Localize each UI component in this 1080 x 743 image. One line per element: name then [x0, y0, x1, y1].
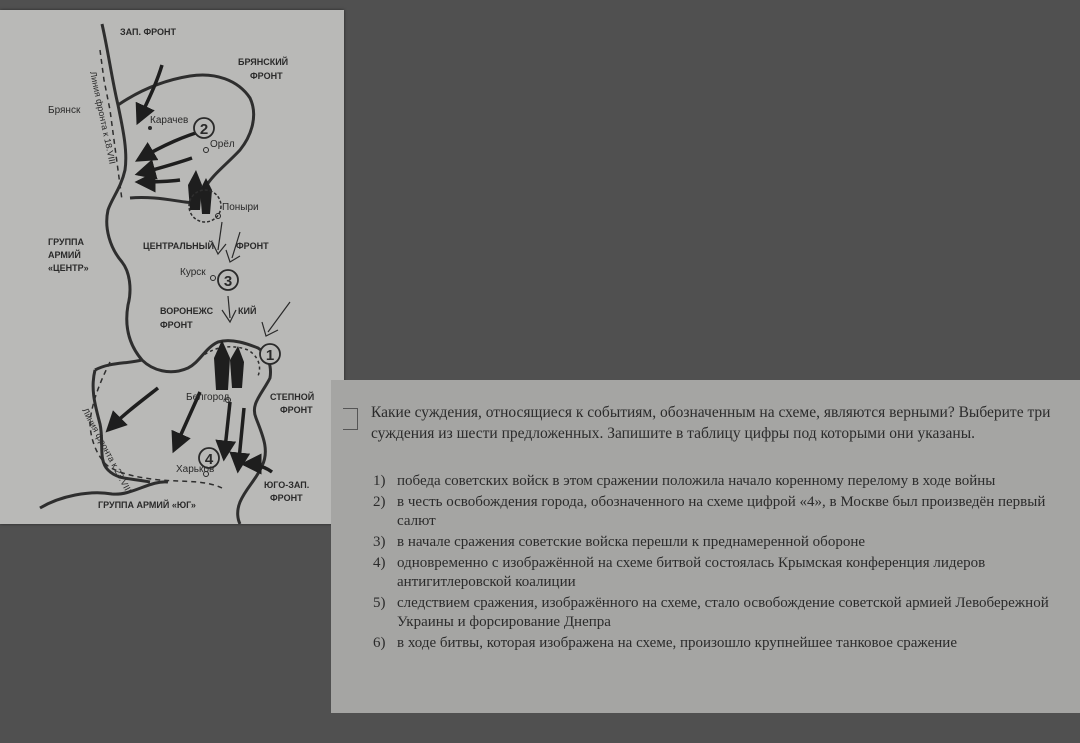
marker-3 [218, 270, 238, 290]
label-kharkov: Харьков [176, 464, 215, 475]
label-kursk: Курск [180, 267, 206, 278]
option-item: 6) в ходе битвы, которая изображена на схеме, произошло крупнейшее танковое сражение [373, 635, 957, 651]
svg-text:4: 4 [204, 451, 214, 468]
label-orel: Орёл [210, 139, 235, 150]
option-item: 4) одновременно с изображённой на схеме битвой состоялась Крымская конференция лидеров антигитлеровской коалиции [373, 555, 986, 590]
svg-text:КИЙ: КИЙ [238, 306, 257, 316]
option-item: 3) в начале сражения советские войска перешли к преднамеренной обороне [373, 534, 866, 550]
label-west-front: ЗАП. ФРОНТ [120, 27, 177, 37]
label-bryansk: Брянск [48, 105, 81, 116]
option-item: 2) в честь освобождения города, обозначенного на схеме цифрой «4», в Москве был произведён первый салют [373, 494, 1046, 529]
label-front-line-north: Линия фронта к 18.VIII [88, 70, 118, 166]
label-steppe-front: СТЕПНОЙ [270, 392, 315, 402]
svg-text:3: 3 [223, 273, 233, 290]
label-ponyri: Поныри [222, 202, 259, 213]
label-front-line-south: Линия фронта к 23.VIII [80, 406, 134, 495]
label-voronezh-front: ВОРОНЕЖС [160, 306, 214, 316]
svg-text:ФРОНТ: ФРОНТ [250, 71, 283, 81]
question-text: Какие суждения, относящиеся к событиям, обозначенным на схеме, являются верными? Выберите три суждения из шести предложенных. Запишите в таблицу цифры под которыми они указаны. [371, 404, 1051, 442]
svg-text:ФРОНТ: ФРОНТ [160, 320, 193, 330]
label-bryansk-front: БРЯНСКИЙ [238, 57, 289, 67]
svg-text:«ЦЕНТР»: «ЦЕНТР» [48, 263, 89, 273]
task-number-box [343, 408, 358, 430]
svg-text:ФРОНТ: ФРОНТ [236, 241, 269, 251]
battle-map [0, 10, 344, 524]
label-karachev: Карачев [150, 115, 189, 126]
label-army-south: ГРУППА АРМИЙ «ЮГ» [98, 500, 196, 510]
question-page [331, 380, 1080, 713]
label-belgorod: Белгород [186, 392, 230, 403]
svg-text:АРМИЙ: АРМИЙ [48, 250, 81, 260]
svg-text:ФРОНТ: ФРОНТ [270, 493, 303, 503]
svg-text:ФРОНТ: ФРОНТ [280, 405, 313, 415]
answer-options [373, 472, 1073, 655]
marker-1 [260, 344, 280, 364]
map-drawing [0, 10, 344, 524]
marker-2 [194, 118, 214, 138]
label-central-front: ЦЕНТРАЛЬНЫЙ [143, 241, 214, 251]
option-item: 1) победа советских войск в этом сражении положила начало коренному перелому в ходе войны [373, 473, 996, 489]
svg-text:1: 1 [265, 347, 275, 364]
svg-text:2: 2 [199, 121, 209, 138]
label-army-center: ГРУППА [48, 237, 85, 247]
option-item: 5) следствием сражения, изображённого на схеме, стало освобождение советской армией Левобережной Украины и форсирование Днепра [373, 595, 1049, 630]
label-southwest-front: ЮГО-ЗАП. [264, 480, 310, 490]
